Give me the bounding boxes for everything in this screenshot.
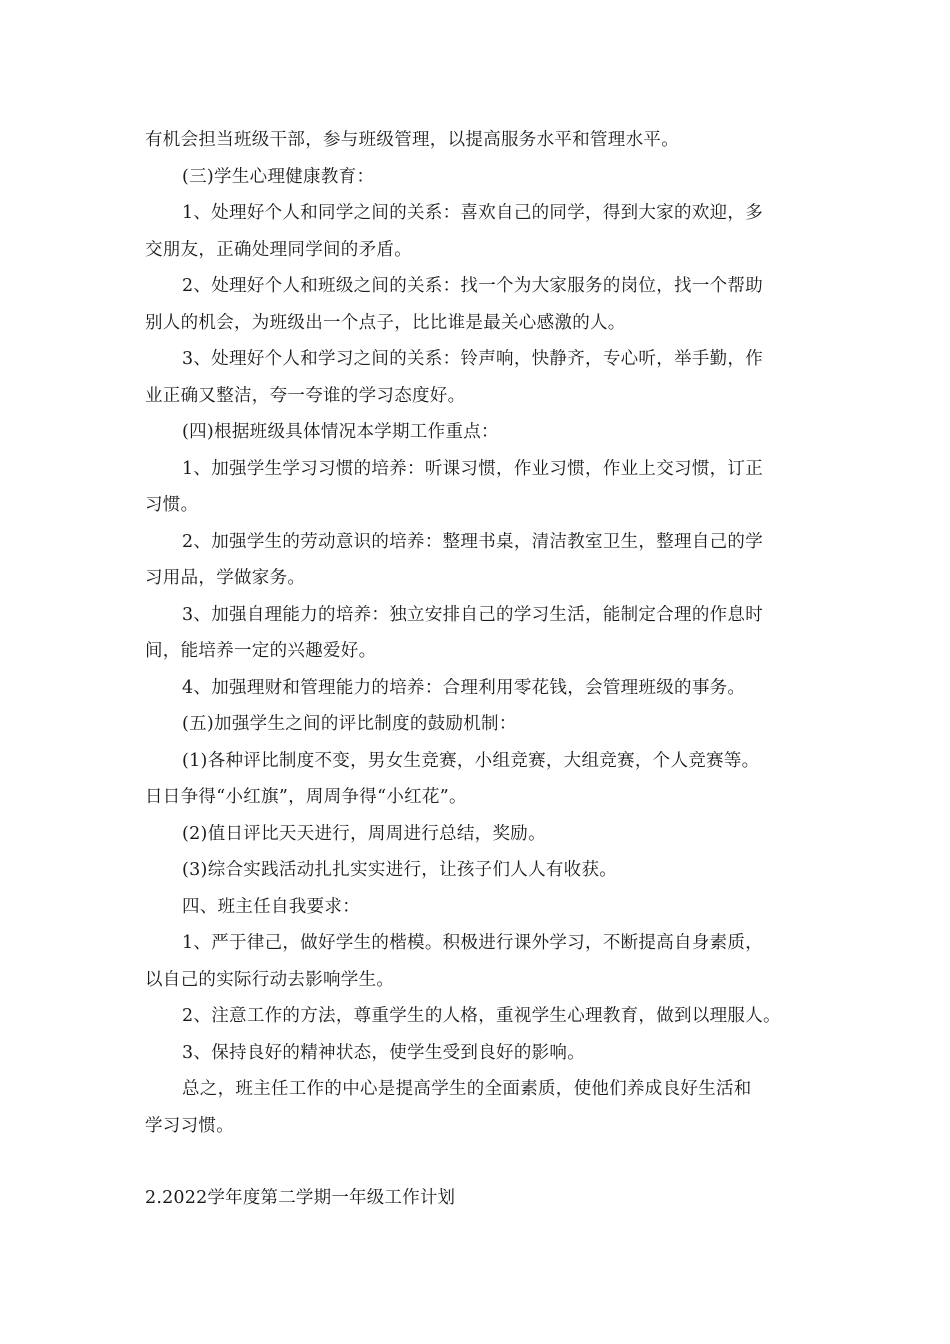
text-line: 以自己的实际行动去影响学生。	[145, 969, 395, 990]
text-line: 有机会担当班级干部，参与班级管理，以提高服务水平和管理水平。	[145, 130, 679, 150]
text-line: 3、保持良好的精神状态，使学生受到良好的影响。	[182, 1042, 586, 1063]
text-line: 2、注意工作的方法，尊重学生的人格，重视学生心理教育，做到以理服人。	[182, 1006, 781, 1026]
text-line: 学习习惯。	[145, 1115, 234, 1136]
text-line: 四、班主任自我要求：	[182, 896, 360, 917]
section-heading: 2.2022学年度第二学期一年级工作计划	[145, 1188, 456, 1208]
text-line: 1、加强学生学习习惯的培养：听课习惯，作业习惯，作业上交习惯，订正	[182, 458, 764, 479]
text-line: 日日争得“小红旗”，周周争得“小红花”。	[145, 787, 467, 807]
text-line: 别人的机会，为班级出一个点子，比比谁是最关心感激的人。	[145, 312, 626, 333]
text-line: (三)学生心理健康教育：	[182, 166, 375, 187]
document-body	[145, 122, 825, 1144]
text-line: 间，能培养一定的兴趣爱好。	[145, 641, 377, 661]
text-line: 3、加强自理能力的培养：独立安排自己的学习生活，能制定合理的作息时	[182, 604, 764, 625]
text-line: 3、处理好个人和学习之间的关系：铃声响，快静齐，专心听，举手勤，作	[182, 349, 764, 369]
text-line: 习惯。	[145, 495, 199, 515]
text-line: 总之，班主任工作的中心是提高学生的全面素质，使他们养成良好生活和	[182, 1079, 752, 1099]
text-line: 习用品，学做家务。	[145, 568, 306, 588]
text-line: (五)加强学生之间的评比制度的鼓励机制：	[182, 714, 517, 734]
text-line: (四)根据班级具体情况本学期工作重点：	[182, 422, 499, 442]
text-line: 4、加强理财和管理能力的培养：合理利用零花钱，会管理班级的事务。	[182, 677, 746, 698]
text-line: 1、严于律己，做好学生的楷模。积极进行课外学习，不断提高自身素质，	[182, 933, 764, 953]
text-line: 1、处理好个人和同学之间的关系：喜欢自己的同学，得到大家的欢迎，多	[182, 203, 764, 223]
text-line: (2)值日评比天天进行，周周进行总结，奖励。	[182, 823, 546, 844]
text-line: 业正确又整洁，夸一夸谁的学习态度好。	[145, 385, 466, 406]
text-line: 2、处理好个人和班级之间的关系：找一个为大家服务的岗位，找一个帮助	[182, 276, 764, 296]
text-line: 2、加强学生的劳动意识的培养：整理书桌，清洁教室卫生，整理自己的学	[182, 531, 764, 552]
text-line: (3)综合实践活动扎扎实实进行，让孩子们人人有收获。	[182, 860, 618, 880]
text-line: (1)各种评比制度不变，男女生竞赛，小组竞赛，大组竞赛，个人竞赛等。	[182, 750, 760, 771]
text-line: 交朋友，正确处理同学间的矛盾。	[145, 239, 412, 260]
